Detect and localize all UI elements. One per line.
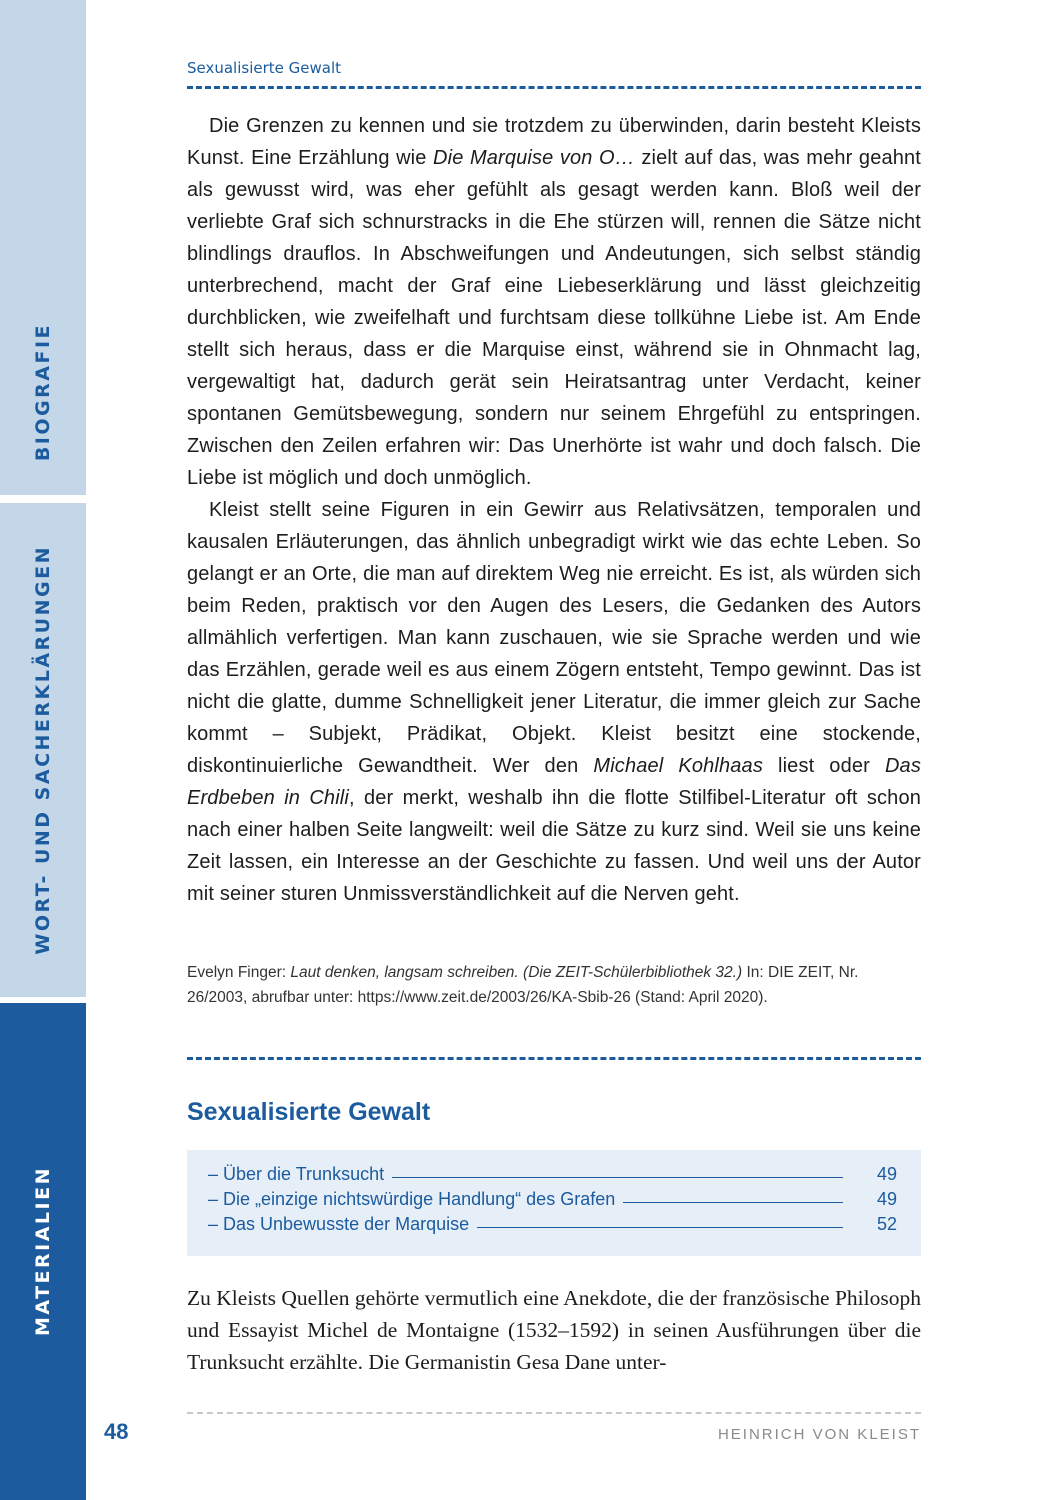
paragraph-1-text-a: Die Grenzen zu kennen und sie trotzdem zu überwinden, darin besteht Kleists Kunst. Eine Erzählung wie [187, 115, 921, 169]
toc-entry[interactable] [208, 1189, 897, 1214]
tab-materialien-label: MATERIALIEN [32, 1166, 54, 1337]
tab-wort-und-sacherklaerungen[interactable] [0, 503, 86, 997]
toc-entry[interactable] [208, 1164, 897, 1189]
toc-entry[interactable] [208, 1214, 897, 1239]
paragraph-2-text-a: Kleist stellt seine Figuren in ein Gewirr aus Relativsätzen, temporalen und kausalen Erläuterungen, das ähnlich unbegradigt wirkt wie das echte Leben. So gelangt er an Orte, die man auf direktem Weg nie erreicht. Es ist, als würden sich beim Reden, praktisch vor den Augen des Lesers, die Gedanken des Autors allmählich verfertigen. Man kann zuschauen, wie sie Sprache werden und wie das Erzählen, gerade weil es aus einem Zögern entsteht, Tempo gewinnt. Das ist nicht die glatte, dumme Schnelligkeit jener Literatur, die immer gleich zur Sache kommt – Subjekt, Prädikat, Objekt. Kleist besitzt eine stockende, diskontinuierliche Gewandtheit. Wer den [187, 499, 921, 777]
toc-leader-line [623, 1202, 843, 1203]
tab-biografie-label: BIOGRAFIE [32, 323, 54, 462]
paragraph-2-text-b: liest oder [762, 755, 885, 777]
header-divider [187, 86, 921, 89]
toc-entry-page: 52 [876, 1214, 897, 1234]
paragraph-1-text-b: zielt auf das, was mehr geahnt als gewusst wird, was eher gefühlt als gesagt werden kann. Bloß weil der verliebte Graf sich schnurstracks in die Ehe stürzen will, rennen die Sätze nicht blindlings drauflos. In Abschweifungen und Andeutungen, sich selbst ständig unterbrechend, macht der Graf eine Liebeserklärung und lässt gleichzeitig durchblicken, wie zweifelhaft und furchtsam diese tollkühne Liebe ist. Am Ende stellt sich heraus, dass er die Marquise einst, während sie in Ohnmacht lag, vergewaltigt hat, dadurch gerät sein Heiratsantrag unter Verdacht, keiner spontanen Gemütsbewegung, sondern nur seinem Ehrgefühl zu entspringen. Zwischen den Zeilen erfahren wir: Das Unerhörte ist wahr und doch falsch. Die Liebe ist möglich und doch unmöglich. [187, 147, 922, 489]
paragraph-1 [187, 110, 921, 494]
section-heading: Sexualisierte Gewalt [187, 1098, 431, 1126]
toc-box [187, 1150, 921, 1256]
running-head: Sexualisierte Gewalt [187, 59, 342, 77]
work-title-erdbeben: Das Erdbeben in Chili [187, 755, 921, 809]
toc-entry-page: 49 [876, 1164, 897, 1184]
toc-entry-page: 49 [876, 1189, 897, 1209]
toc-entry-label: – Über die Trunksucht [208, 1164, 385, 1184]
main-text [187, 110, 921, 910]
section-divider [187, 1057, 921, 1060]
tab-materialien[interactable] [0, 1003, 86, 1500]
citation-author: Evelyn Finger: [187, 964, 291, 981]
source-citation [187, 960, 921, 1010]
book-title: HEINRICH VON KLEIST [717, 1426, 921, 1443]
toc-entry-label: – Die „einzige nichtswürdige Handlung“ des Grafen [208, 1189, 616, 1209]
work-title-kohlhaas: Michael Kohlhaas [593, 755, 763, 777]
toc-entry-label: – Das Unbewusste der Marquise [208, 1214, 470, 1234]
footer-divider [187, 1412, 921, 1414]
tab-biografie[interactable] [0, 0, 86, 495]
toc-leader-line [392, 1177, 843, 1178]
citation-title: Laut denken, langsam schreiben. (Die ZEIT-Schülerbibliothek 32.) [290, 964, 743, 981]
work-title-marquise: Die Marquise von O… [433, 147, 635, 169]
tab-wort-label: WORT- UND SACHERKLÄRUNGEN [32, 545, 54, 955]
toc-leader-line [477, 1227, 843, 1228]
page-number: 48 [104, 1419, 129, 1444]
citation-details: In: DIE ZEIT, Nr. 26/2003, abrufbar unter: https://www.zeit.de/2003/26/KA-Sbib-26 (Stand: April 2020). [187, 964, 859, 1006]
paragraph-2 [187, 494, 921, 910]
section-intro-text: Zu Kleists Quellen gehörte vermutlich eine Anekdote, die der französische Philosoph und Essayist Michel de Montaigne (1532–1592) in seinen Ausführungen über die Trunksucht erzählte. Die Germanistin Gesa Dane unter- [187, 1286, 921, 1374]
paragraph-2-text-c: , der merkt, weshalb ihn die flotte Stilfibel-Literatur oft schon nach einer halben Seite langweilt: weil die Sätze zu kurz sind. Weil sie uns keine Zeit lassen, ein Interesse an der Geschichte zu fassen. Und weil uns der Autor mit seiner sturen Unmissverständlichkeit auf die Nerven geht. [187, 787, 921, 905]
